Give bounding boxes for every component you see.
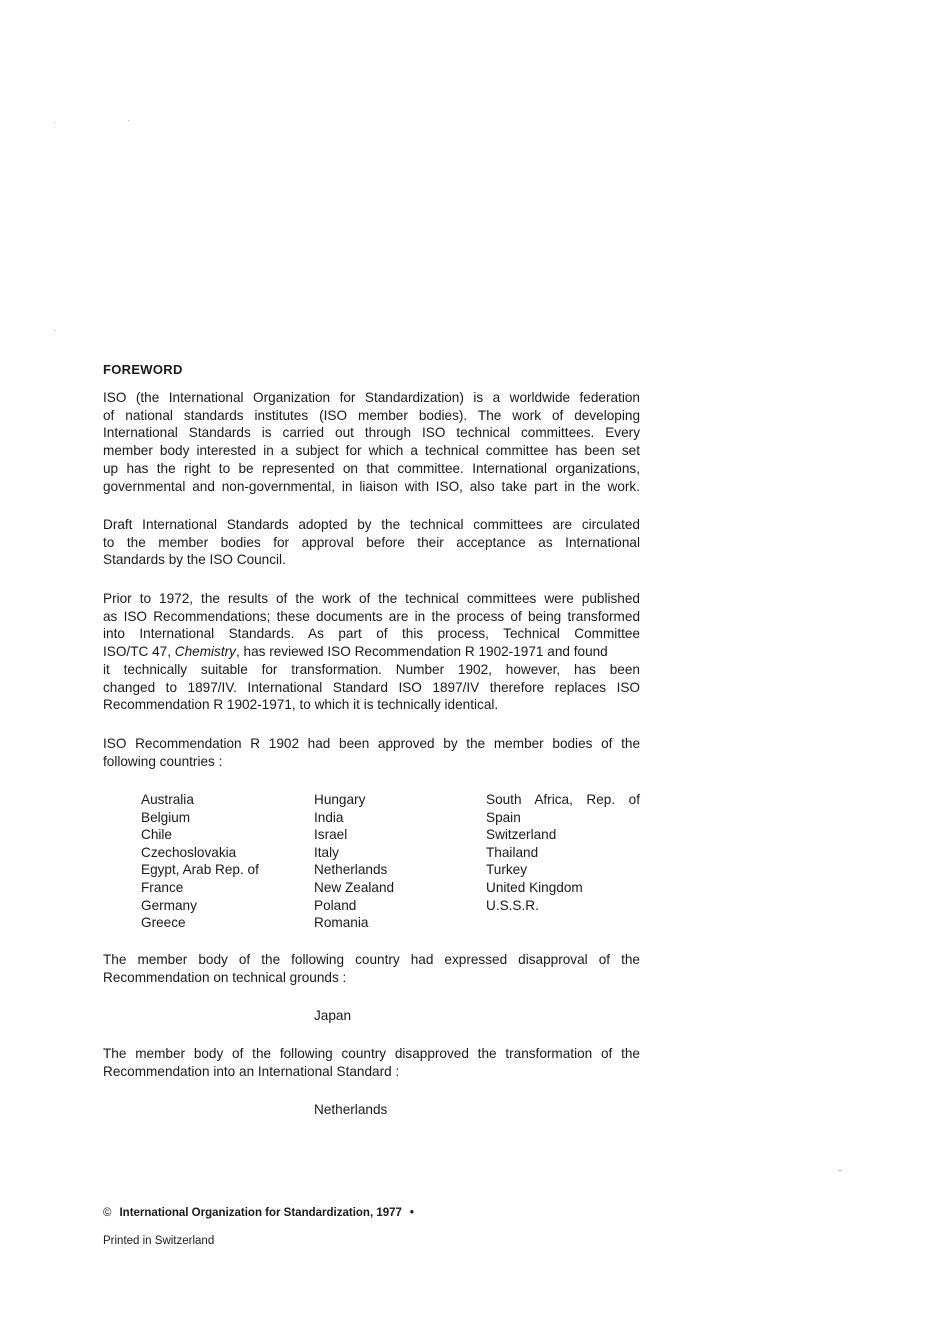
country: Greece xyxy=(141,915,186,931)
printed-in: Printed in Switzerland xyxy=(103,1235,215,1247)
scan-speck xyxy=(128,120,129,121)
text-line: following countries : xyxy=(103,753,223,769)
text-line: into International Standards. As part of this process, Technical Committee xyxy=(103,626,640,642)
country: Australia xyxy=(141,792,194,807)
text-line: Recommendation into an International Standard : xyxy=(103,1063,400,1079)
country: Italy xyxy=(314,844,339,860)
paragraph-approval xyxy=(103,735,640,770)
text-line: Prior to 1972, the results of the work of the technical committees were published xyxy=(103,591,640,606)
text-line: Recommendation on technical grounds : xyxy=(103,969,347,985)
copyright-icon: © xyxy=(103,1207,112,1219)
paragraph-draft xyxy=(103,516,640,569)
scan-speck xyxy=(54,122,55,123)
country: Thailand xyxy=(486,844,539,860)
country: Turkey xyxy=(486,862,528,878)
text-line: up has the right to be represented on that committee. International organizations, xyxy=(103,460,640,476)
committee-name: Chemistry xyxy=(174,644,236,660)
text-line: Draft International Standards adopted by the technical committees are circulated xyxy=(103,517,640,532)
country: France xyxy=(141,879,184,895)
copyright-text: International Organization for Standardization, 1977 xyxy=(119,1207,402,1219)
scan-speck xyxy=(838,1170,842,1171)
foreword-heading: FOREWORD xyxy=(103,362,183,377)
country: India xyxy=(314,809,344,825)
text-line: Standards by the ISO Council. xyxy=(103,552,286,568)
text-span: , has reviewed ISO Recommendation R 1902-1971 and found xyxy=(235,644,608,660)
scan-speck xyxy=(55,330,56,331)
text-line: ISO Recommendation R 1902 had been approved by the member bodies of the xyxy=(103,736,640,751)
country-column-1 xyxy=(141,791,259,932)
country: Netherlands xyxy=(314,862,388,878)
country-column-2 xyxy=(314,791,394,932)
country: Hungary xyxy=(314,792,366,807)
text-line: ISO (the International Organization for Standardization) is a worldwide federation xyxy=(103,390,640,405)
country: Belgium xyxy=(141,809,191,825)
text-line: it technically suitable for transformation. Number 1902, however, has been xyxy=(103,661,640,677)
text-span: ISO/TC 47, xyxy=(103,644,175,660)
text-line: of national standards institutes (ISO member bodies). The work of developing xyxy=(103,407,640,423)
country: Switzerland xyxy=(486,827,557,843)
country: South Africa, Rep. of xyxy=(486,792,640,807)
text-line: International Standards is carried out through ISO technical committees. Every xyxy=(103,425,640,441)
transformation-disapproval-country: Netherlands xyxy=(314,1102,388,1117)
paragraph-intro xyxy=(103,389,640,495)
country: Romania xyxy=(314,915,369,931)
country: Chile xyxy=(141,827,172,843)
copyright-line xyxy=(103,1207,414,1219)
text-line: changed to 1897/IV. International Standard ISO 1897/IV therefore replaces ISO xyxy=(103,679,640,695)
bullet-icon: • xyxy=(409,1207,414,1219)
text-line: The member body of the following country disapproved the transformation of the xyxy=(103,1046,640,1061)
country: Germany xyxy=(141,897,197,913)
country: Spain xyxy=(486,809,521,825)
text-line: member body interested in a subject for which a technical committee has been set xyxy=(103,443,640,459)
country: United Kingdom xyxy=(486,879,583,895)
country: New Zealand xyxy=(314,879,395,895)
text-line: governmental and non-governmental, in liaison with ISO, also take part in the work. xyxy=(103,478,640,494)
paragraph-disapproval xyxy=(103,951,640,986)
paragraph-transformation xyxy=(103,1045,640,1080)
country: Poland xyxy=(314,897,357,913)
country: U.S.S.R. xyxy=(486,897,539,913)
text-line: The member body of the following country had expressed disapproval of the xyxy=(103,952,640,967)
text-line xyxy=(103,643,640,661)
country-column-3 xyxy=(486,791,640,914)
disapproval-country: Japan xyxy=(314,1008,352,1023)
country: Egypt, Arab Rep. of xyxy=(141,862,259,878)
text-line: as ISO Recommendations; these documents are in the process of being transformed xyxy=(103,608,640,624)
country: Israel xyxy=(314,827,348,843)
text-line: to the member bodies for approval before their acceptance as International xyxy=(103,534,640,550)
country: Czechoslovakia xyxy=(141,844,237,860)
paragraph-history xyxy=(103,590,640,714)
text-line: Recommendation R 1902-1971, to which it is technically identical. xyxy=(103,697,499,713)
